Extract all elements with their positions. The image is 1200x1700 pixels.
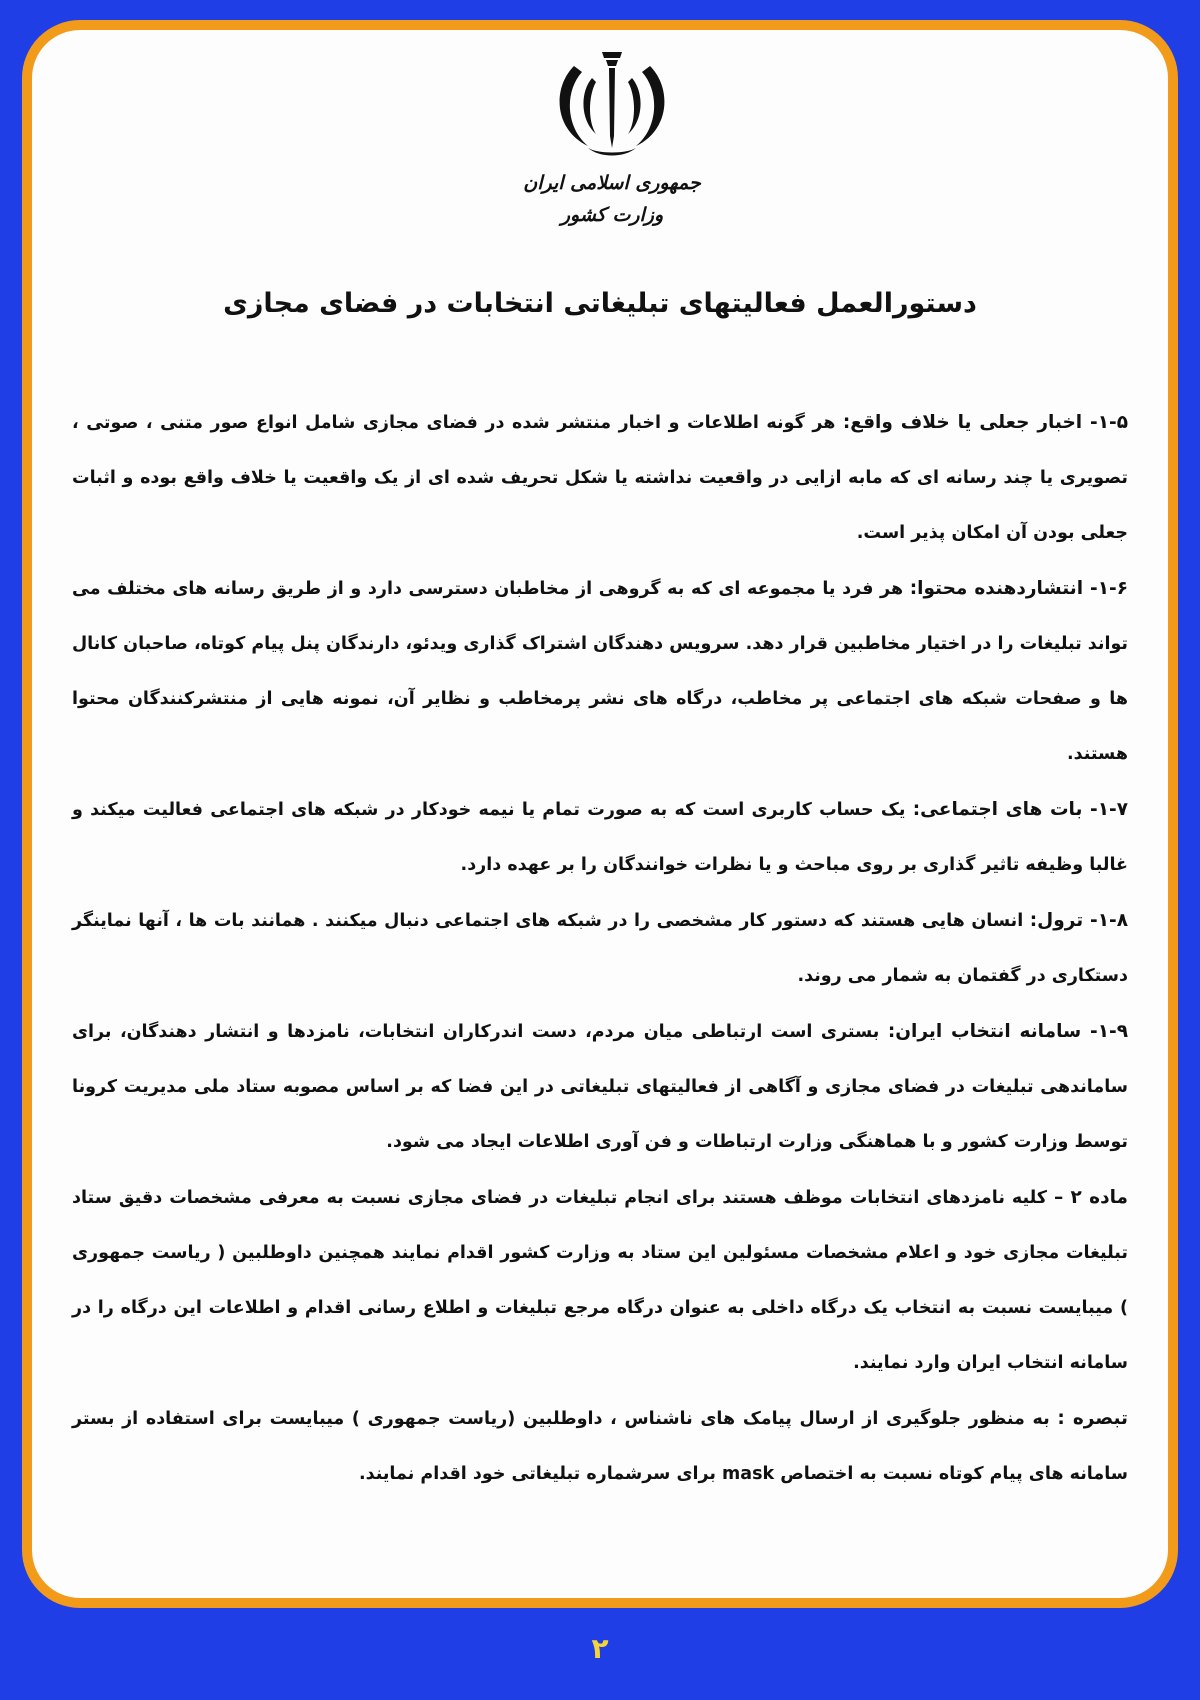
section-text: بستری است ارتباطی میان مردم، دست اندرکاران انتخابات، نامزدها و انتشار دهندگان، برای ساماندهی تبلیغات در فضای مجازی و آگاهی از فعالیتهای تبلیغاتی در این فضا که بر اساس مصوبه ستاد ملی مدیریت کرونا توسط وزارت کشور و با هماهنگی وزارت ارتباطات و فن آوری اطلاعات ایجاد می شود.: [72, 1022, 1128, 1152]
emblem: [492, 44, 732, 244]
section-text: یک حساب کاربری است که به صورت تمام یا نیمه خودکار در شبکه های اجتماعی فعالیت میکند و غالبا وظیفه تاثیر گذاری بر روی مباحث و یا نظرات خوانندگان را بر عهده دارد.: [72, 800, 1128, 875]
definition-1-5: [72, 395, 1128, 561]
section-term: تبصره :: [1057, 1408, 1128, 1429]
section-text: انسان هایی هستند که دستور کار مشخصی را در شبکه های اجتماعی دنبال میکنند . همانند بات ها ، آنها نماینگر دستکاری در گفتمان به شمار می روند.: [72, 911, 1128, 986]
definition-1-6: [72, 561, 1128, 782]
section-text: هر فرد یا مجموعه ای که به گروهی از مخاطبان دسترسی دارد و از طریق رسانه های مختلف می تواند تبلیغات را در اختیار مخاطبین قرار دهد. سرویس دهندگان اشتراک گذاری ویدئو، دارندگان پنل پیام کوتاه، صاحبان کانال ها و صفحات شبکه های اجتماعی پر مخاطب، درگاه های نشر پرمخاطب و نظایر آن، نمونه هایی از منتشرکنندگان محتوا هستند.: [71, 579, 1128, 764]
section-term: ۱-۵- اخبار جعلی یا خلاف واقع:: [842, 412, 1128, 433]
document-title: دستورالعمل فعالیتهای تبلیغاتی انتخابات در فضای مجازی: [223, 288, 977, 319]
ministry-name: وزارت کشور: [560, 204, 664, 226]
country-name: جمهوری اسلامی ایران: [523, 172, 701, 194]
page-number: ۲: [591, 1632, 609, 1665]
section-term: ۱-۶- انتشاردهنده محتوا:: [909, 578, 1128, 599]
section-term: ۱-۷- بات های اجتماعی:: [912, 799, 1128, 820]
definition-1-9: [72, 1004, 1128, 1170]
section-term: ماده ۲ –: [1053, 1187, 1128, 1208]
document-page: [22, 20, 1178, 1608]
section-term: ۱-۹- سامانه انتخاب ایران:: [887, 1021, 1128, 1042]
definition-1-8: [72, 893, 1128, 1004]
section-text: به منظور جلوگیری از ارسال پیامک های ناشناس ، داوطلبین (ریاست جمهوری ) میبایست برای استفاده از بستر سامانه های پیام کوتاه نسبت به اختصاص mask برای سرشماره تبلیغاتی خود اقدام نمایند.: [72, 1409, 1128, 1484]
definition-1-7: [72, 782, 1128, 893]
iran-emblem-icon: [532, 44, 692, 174]
section-term: ۱-۸- ترول:: [1029, 910, 1128, 931]
article-2: [72, 1170, 1128, 1391]
note: [72, 1391, 1128, 1502]
document-body: [72, 395, 1128, 1502]
section-text: هر گونه اطلاعات و اخبار منتشر شده در فضای مجازی شامل انواع صور متنی ، صوتی ، تصویری یا چند رسانه ای که مابه ازایی در واقعیت نداشته یا شکل تحریف شده ای از یک واقعیت یا خلاف واقع بوده و اثبات جعلی بودن آن امکان پذیر است.: [72, 413, 1128, 543]
section-text: کلیه نامزدهای انتخابات موظف هستند برای انجام تبلیغات در فضای مجازی نسبت به معرفی مشخصات دقیق ستاد تبلیغات مجازی خود و اعلام مشخصات مسئولین این ستاد به وزارت کشور اقدام نمایند همچنین داوطلبین ( ریاست جمهوری ) میبایست نسبت به انتخاب یک درگاه داخلی به عنوان درگاه مرجع تبلیغات و اطلاع رسانی اقدام و اطلاعات این درگاه را در سامانه انتخاب ایران وارد نمایند.: [72, 1188, 1128, 1373]
